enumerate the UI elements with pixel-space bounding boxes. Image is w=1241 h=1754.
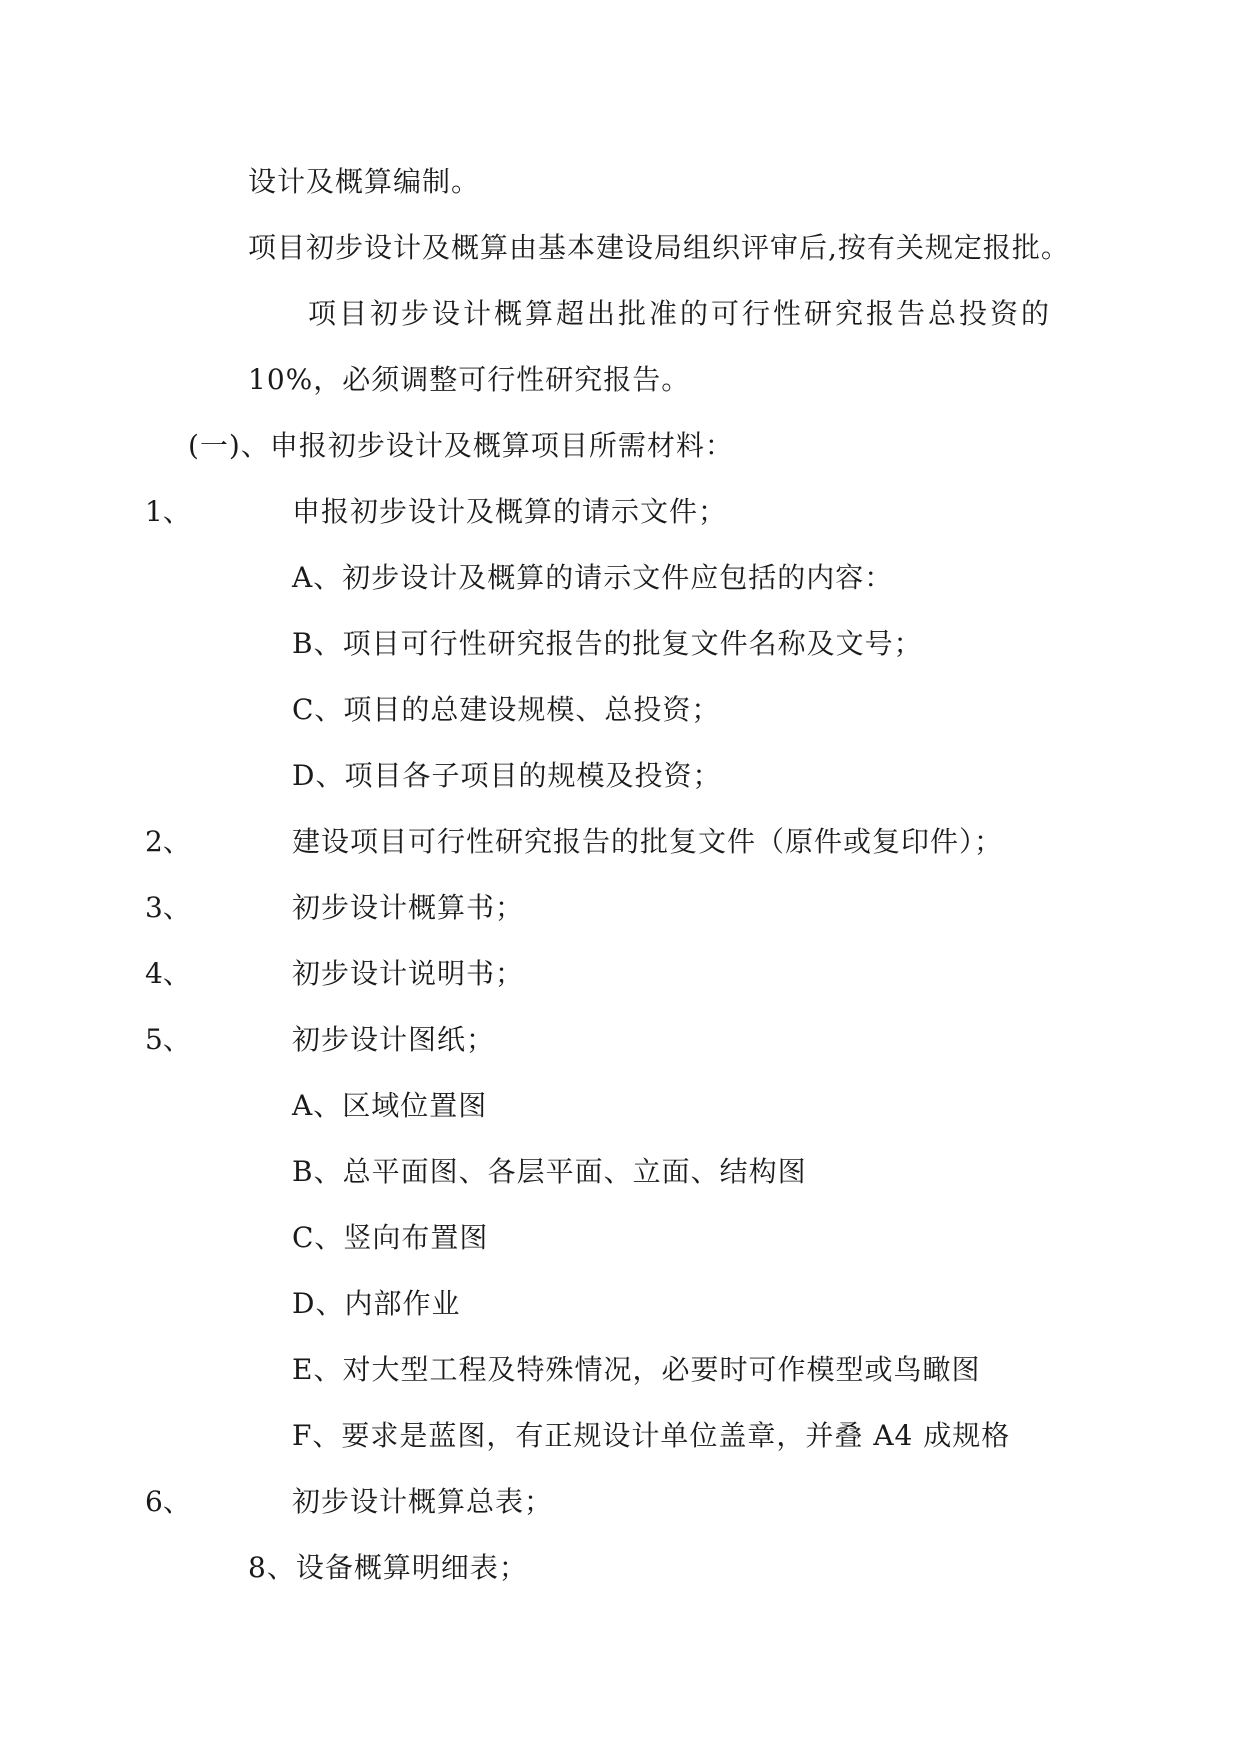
sub-item: A、初步设计及概算的请示文件应包括的内容： [292,561,894,594]
paragraph-budget-exceed: 项目初步设计概算超出批准的可行性研究报告总投资的 [308,297,1053,330]
item-number: 6、 [145,1485,191,1518]
sub-item: D、内部作业 [292,1287,461,1320]
item-text: 初步设计图纸； [292,1023,496,1056]
paragraph-design-estimate: 设计及概算编制。 [248,165,481,198]
item-text: 初步设计概算总表； [292,1485,554,1518]
item-number: 2、 [145,825,191,858]
sub-item: B、总平面图、各层平面、立面、结构图 [292,1155,807,1188]
sub-item: E、对大型工程及特殊情况，必要时可作模型或鸟瞰图 [292,1353,981,1386]
sub-item: C、竖向布置图 [292,1221,489,1254]
item-text: 8、设备概算明细表； [248,1551,528,1584]
sub-item: B、项目可行性研究报告的批复文件名称及文号； [292,627,923,660]
item-number: 4、 [145,957,191,990]
sub-item: F、要求是蓝图，有正规设计单位盖章，并叠 A4 成规格 [292,1419,1011,1452]
section-heading: (一)、申报初步设计及概算项目所需材料： [188,429,734,462]
sub-item: A、区域位置图 [292,1089,488,1122]
sub-item: D、项目各子项目的规模及投资； [292,759,722,792]
item-number: 5、 [145,1023,191,1056]
item-number: 1、 [145,495,191,528]
item-text: 初步设计概算书； [292,891,525,924]
item-number: 3、 [145,891,191,924]
sub-item: C、项目的总建设规模、总投资； [292,693,721,726]
paragraph-review-approval: 项目初步设计及概算由基本建设局组织评审后,按有关规定报批。 [248,231,1070,264]
paragraph-budget-exceed-cont: 10%，必须调整可行性研究报告。 [248,363,691,396]
item-text: 建设项目可行性研究报告的批复文件（原件或复印件）； [292,825,1004,858]
item-text: 初步设计说明书； [292,957,525,990]
item-text: 申报初步设计及概算的请示文件； [292,495,728,528]
